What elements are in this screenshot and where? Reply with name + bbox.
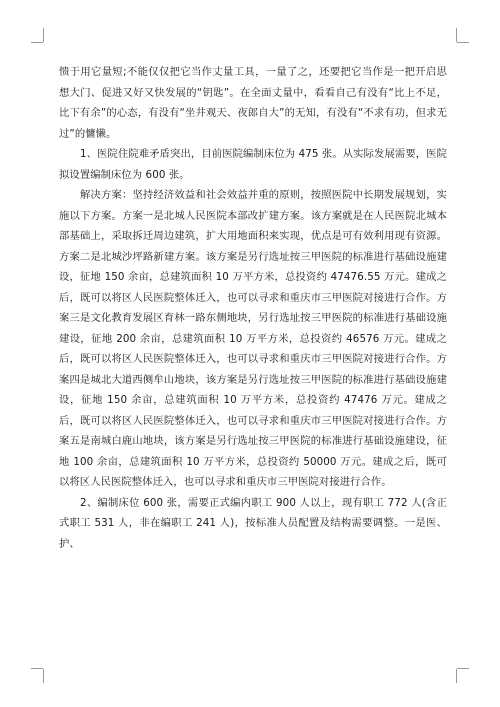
paragraph-solution-plans: 解决方案：坚持经济效益和社会效益并重的原则，按照医院中长期发展规划，实施以下方案。方案一是北城人民医院本部改扩建方案。该方案就是在人民医院北城本部基础上，采取拆迁周边建筑，扩大用地面积来实现，优点是可有效利用现有资源。方案二是北城沙坪路新建方案。该方案是另行选址按三甲医院的标准进行基础设施建设，征地 150 余亩，总建筑面积 10 万平方米，总投资约 47476.55 万元。建成之后，既可以将区人民医院整体迁入，也可以寻求和重庆市三甲医院对接进行合作。方案三是文化教育发展区育林一路东侧地块，另行选址按三甲医院的标准进行基础设施建设，征地 200 余亩，总建筑面积 10 万平方米，总投资约 46576 万元。建成之后，既可以将区人民医院整体迁入，也可以寻求和重庆市三甲医院对接进行合作。方案四是城北大道西侧牟山地块，该方案是另行选址按三甲医院的标准进行基础设施建设，征地 150 余亩，总建筑面积 10 万平方米，总投资约 47476 万元。建成之后，既可以将区人民医院整体迁入，也可以寻求和重庆市三甲医院对接进行合作。方案五是南城白鹿山地块，该方案是另行选址按三甲医院的标准进行基础设施建设，征地 100 余亩，总建筑面积 10 万平方米，总投资约 50000 万元。建成之后，既可以将区人民医院整体迁入，也可以寻求和重庆市三甲医院对接进行合作。 xyxy=(59,189,447,488)
crop-mark-top-left-vertical xyxy=(43,28,44,42)
crop-mark-bottom-right-vertical xyxy=(456,669,457,683)
crop-mark-top-left-horizontal xyxy=(31,42,43,43)
paragraph-continuation: 愦于用它量短;不能仅仅把它当作丈量工具，一量了之，还要把它当作是一把开启思想大门、促进又好又快发展的“钥匙”。在全面丈量中，看看自己有没有“比上不足，比下有余”的心态，有没有“坐井观天、夜郎自大”的无知，有没有“不求有功，但求无过”的慵懒。 xyxy=(59,66,447,140)
paragraph-staffing: 2、编制床位 600 张，需要正式编内职工 900 人以上，现有职工 772 人(含正式职工 531 人，非在编职工 241 人)，按标准人员配置及结构需要调整。一是医、护、 xyxy=(59,496,447,550)
paragraph-bed-shortage: 1、医院住院难矛盾突出，目前医院编制床位为 475 张。从实际发展需要，医院拟设置编制床位为 600 张。 xyxy=(59,148,447,181)
crop-mark-bottom-left-vertical xyxy=(43,669,44,683)
document-body xyxy=(59,62,447,554)
crop-mark-top-right-horizontal xyxy=(457,42,469,43)
crop-mark-top-right-vertical xyxy=(456,28,457,42)
crop-mark-bottom-right-horizontal xyxy=(457,668,469,669)
crop-mark-bottom-left-horizontal xyxy=(31,668,43,669)
